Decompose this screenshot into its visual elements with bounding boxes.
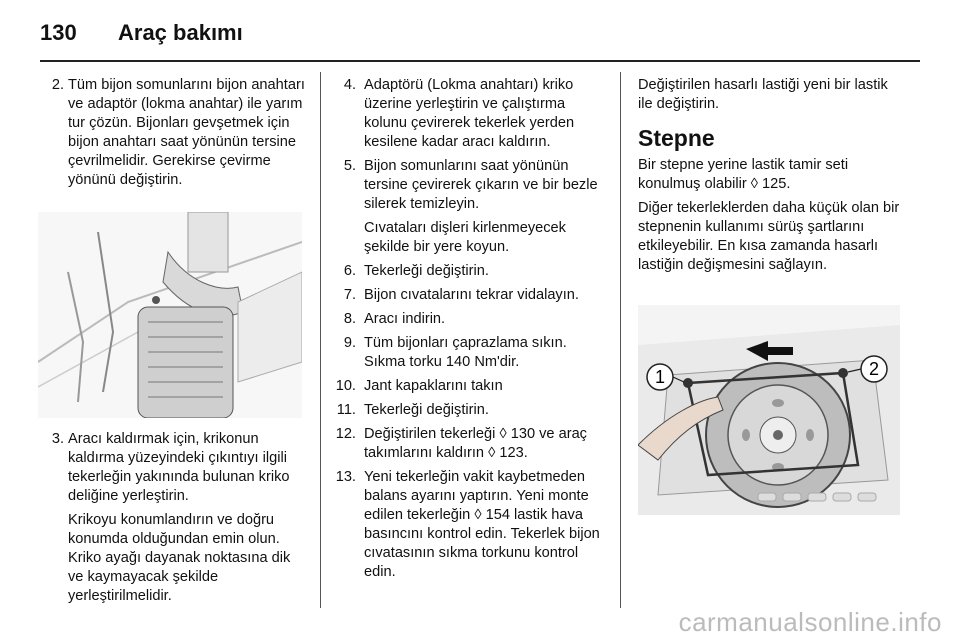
step-5 xyxy=(320,157,610,257)
step-text: Jant kapaklarını takın xyxy=(364,378,503,394)
header-rule xyxy=(40,60,920,62)
step-8 xyxy=(320,310,610,329)
spare-wheel-svg xyxy=(638,305,900,515)
spare-wheel-illustration xyxy=(638,305,900,515)
step-number: 5. xyxy=(343,158,356,174)
step-number: 6. xyxy=(343,263,356,279)
watermark: carmanualsonline.info xyxy=(678,607,942,637)
step-text: Adaptörü (Lokma anahtarı) kriko üzerine yerleştirin ve çalıştırma kolunu çevirerek tekerlek yerden kesilene kadar aracı kaldırın. xyxy=(364,77,575,150)
step-3 xyxy=(42,430,307,606)
step-number: 13. xyxy=(335,469,356,485)
step-6 xyxy=(320,262,610,281)
step-note: Cıvataları dişleri kirlenmeyecek şekilde bir yere koyun. xyxy=(364,220,566,255)
jack-wheel-svg xyxy=(38,212,302,418)
step-10 xyxy=(320,377,610,396)
step-text: Tekerleği değiştirin. xyxy=(364,263,489,279)
step-number: 3. xyxy=(51,431,64,447)
step-text: Tekerleği değiştirin. xyxy=(364,402,489,418)
step-13 xyxy=(320,468,610,582)
paragraph: Bir stepne yerine lastik tamir seti konulmuş olabilir ◊ 125. xyxy=(638,157,849,192)
intro-paragraph: Değiştirilen hasarlı lastiği yeni bir lastik ile değiştirin. xyxy=(638,77,888,112)
column-2 xyxy=(320,76,610,587)
step-text: Tüm bijon somunlarını bijon anahtarı ve adaptör (lokma anahtar) ile yarım tur çözün. Bijonları gevşetmek için bijon anahtarı saat yönünün tersine çevrilmelidir. Gerekirse çevirme yönünü değiştirin. xyxy=(68,77,305,188)
step-text: Aracı kaldırmak için, krikonun kaldırma yüzeyindeki çıkıntıyı ilgili tekerleğin yakınında bulunan kriko deliğine yerleştirin. xyxy=(68,431,290,504)
step-text: Aracı indirin. xyxy=(364,311,446,327)
column-divider-2 xyxy=(620,72,621,608)
page-title: Araç bakımı xyxy=(118,20,243,45)
step-4 xyxy=(320,76,610,152)
page-header xyxy=(40,12,920,52)
column-1-lower xyxy=(42,430,307,611)
step-number: 12. xyxy=(335,426,356,442)
paragraph: Diğer tekerleklerden daha küçük olan bir stepnenin kullanımı sürüş şartlarını etkileyebilir. En kısa zamanda hasarlı lastiğin değişmesini sağlayın. xyxy=(638,200,900,273)
step-number: 9. xyxy=(343,335,356,351)
step-note: Krikoyu konumlandırın ve doğru konumda olduğundan emin olun. Kriko ayağı dayanak noktasına dik ve kaymayacak şekilde yerleştirilmelidir. xyxy=(68,512,291,604)
step-11 xyxy=(320,401,610,420)
step-2 xyxy=(42,76,307,190)
step-12 xyxy=(320,425,610,463)
step-number: 7. xyxy=(343,287,356,303)
step-number: 8. xyxy=(343,311,356,327)
step-7 xyxy=(320,286,610,305)
step-text: Tüm bijonları çaprazlama sıkın. Sıkma torku 140 Nm'dir. xyxy=(364,335,567,370)
jack-wheel-illustration xyxy=(38,212,302,418)
section-heading: Stepne xyxy=(638,125,715,151)
step-text: Bijon cıvatalarını tekrar vidalayın. xyxy=(364,287,579,303)
step-text: Yeni tekerleğin vakit kaybetmeden balans ayarını yaptırın. Yeni monte edilen tekerleğin ◊ 154 lastik hava basıncını kontrol edin. Tekerlek bijon cıvatasının sıkma torkunu kontrol edin. xyxy=(364,469,600,580)
step-number: 10. xyxy=(335,378,356,394)
callout-2: 2 xyxy=(868,359,880,379)
column-1 xyxy=(42,76,307,195)
page-number: 130 xyxy=(40,20,77,45)
step-number: 11. xyxy=(336,402,356,418)
step-text: Bijon somunlarını saat yönünün tersine çevirerek çıkarın ve bir bezle silerek temizleyin. xyxy=(364,158,598,212)
step-text: Değiştirilen tekerleği ◊ 130 ve araç takımlarını kaldırın ◊ 123. xyxy=(364,426,587,461)
column-3 xyxy=(638,76,906,280)
step-number: 2. xyxy=(51,77,64,93)
step-9 xyxy=(320,334,610,372)
step-number: 4. xyxy=(343,77,356,93)
callout-1: 1 xyxy=(654,367,666,387)
